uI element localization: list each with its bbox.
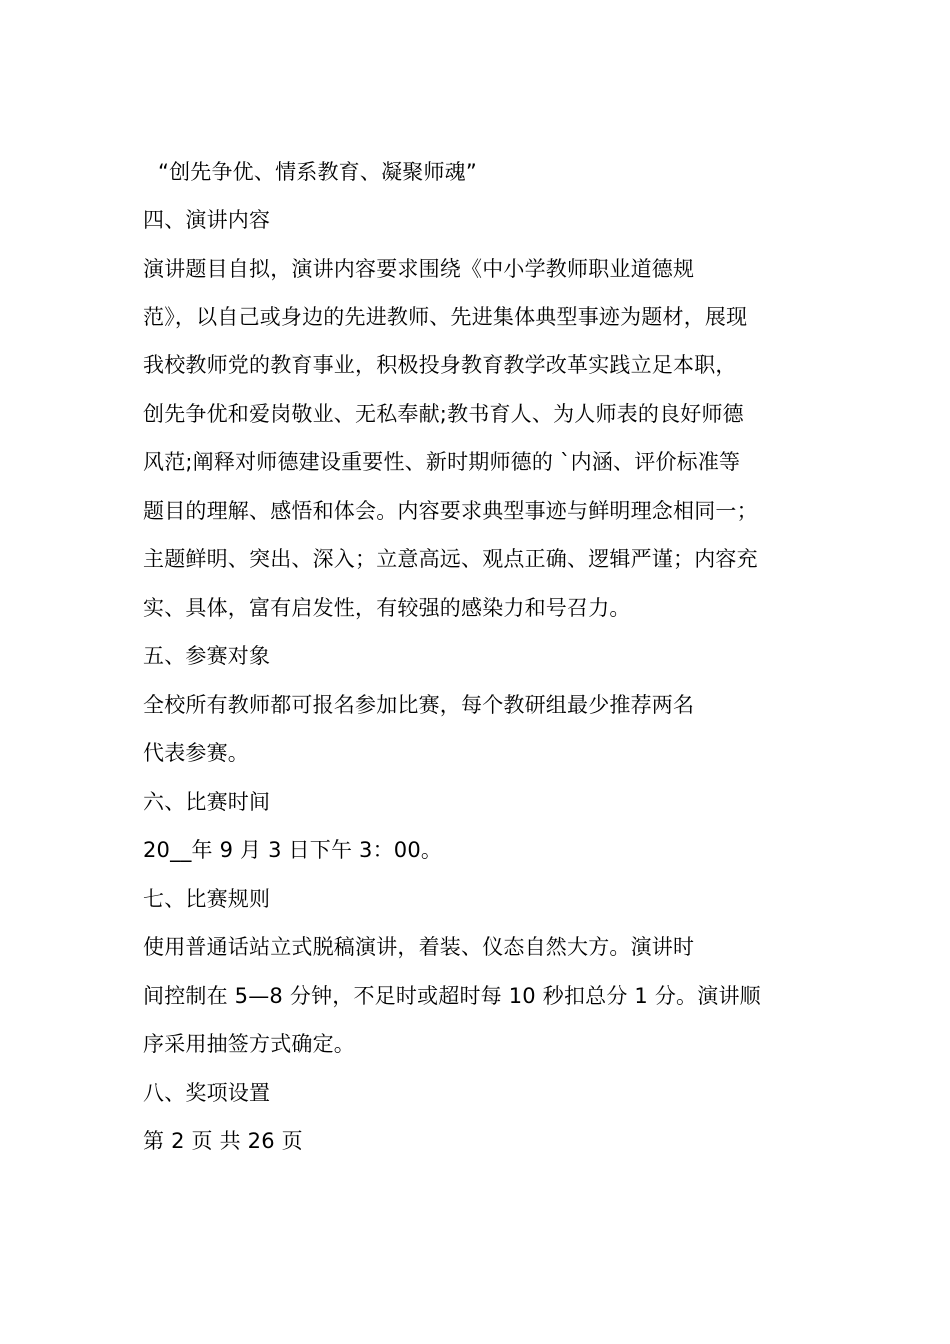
body-line: 范》，以自己或身边的先进教师、先进集体典型事迹为题材，展现 <box>143 305 748 329</box>
body-line: 代表参赛。 <box>143 741 249 765</box>
body-line: 创先争优和爱岗敬业、无私奉献;教书育人、为人师表的良好师德 <box>143 402 744 426</box>
body-line: 20__年 9 月 3 日下午 3：00。 <box>143 838 443 862</box>
body-line: 全校所有教师都可报名参加比赛，每个教研组最少推荐两名 <box>143 693 695 717</box>
page-number: 第 2 页 共 26 页 <box>143 1129 303 1153</box>
body-line: 风范;阐释对师德建设重要性、新时期师德的 `内涵、评价标准等 <box>143 450 741 474</box>
section-heading-participants: 五、参赛对象 <box>143 644 271 668</box>
body-line: 使用普通话站立式脱稿演讲，着装、仪态自然大方。演讲时 <box>143 935 695 959</box>
slogan-line: “创先争优、情系教育、凝聚师魂” <box>158 160 477 184</box>
section-heading-rules: 七、比赛规则 <box>143 887 271 911</box>
section-heading-awards: 八、奖项设置 <box>143 1081 271 1105</box>
body-line: 序采用抽签方式确定。 <box>143 1032 355 1056</box>
body-line: 间控制在 5—8 分钟，不足时或超时每 10 秒扣总分 1 分。演讲顺 <box>143 984 761 1008</box>
body-line: 题目的理解、感悟和体会。内容要求典型事迹与鲜明理念相同一； <box>143 499 758 523</box>
body-line: 演讲题目自拟，演讲内容要求围绕《中小学教师职业道德规 <box>143 257 695 281</box>
body-line: 主题鲜明、突出、深入；立意高远、观点正确、逻辑严谨；内容充 <box>143 547 758 571</box>
section-heading-time: 六、比赛时间 <box>143 790 271 814</box>
body-line: 实、具体，富有启发性，有较强的感染力和号召力。 <box>143 596 631 620</box>
body-line: 我校教师党的教育事业，积极投身教育教学改革实践立足本职， <box>143 353 737 377</box>
section-heading-content: 四、演讲内容 <box>143 208 271 232</box>
